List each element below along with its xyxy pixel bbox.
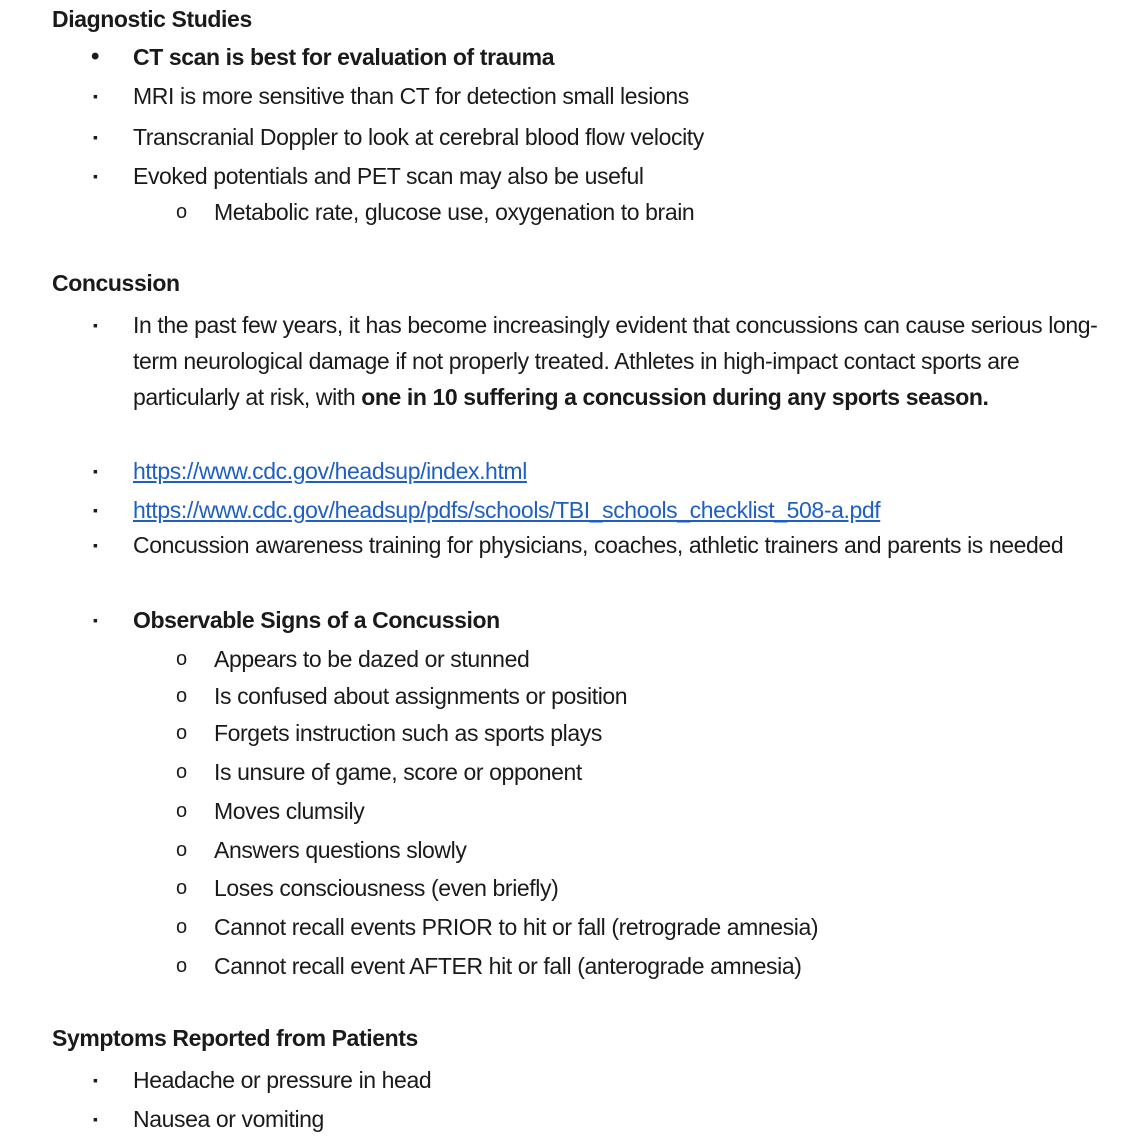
item-text: Observable Signs of a Concussion <box>133 607 500 633</box>
list-item <box>93 1062 1090 1098</box>
item-text: Answers questions slowly <box>214 837 467 863</box>
bold-text: one in 10 suffering a concussion during any sports season. <box>361 384 989 410</box>
item-text: Cannot recall event AFTER hit or fall (anterograde amnesia) <box>214 953 802 979</box>
bullet-icon: ▪ <box>93 1072 98 1088</box>
circle-bullet-icon: o <box>176 648 187 670</box>
list-item <box>93 492 1090 528</box>
item-text: Loses consciousness (even briefly) <box>214 875 559 901</box>
item-text: Headache or pressure in head <box>133 1067 432 1093</box>
list-item <box>93 602 1090 638</box>
sub-list-item <box>176 948 1090 984</box>
bullet-icon: • <box>91 43 100 70</box>
list-item <box>93 453 1090 489</box>
item-text: Transcranial Doppler to look at cerebral blood flow velocity <box>133 124 704 150</box>
sub-list-item <box>176 678 1090 714</box>
sub-list-item <box>176 793 1090 829</box>
item-text: Concussion awareness training for physicians, coaches, athletic trainers and parents is needed <box>133 532 1064 558</box>
circle-bullet-icon: o <box>176 800 187 822</box>
item-text: Evoked potentials and PET scan may also be useful <box>133 163 644 189</box>
item-text: Is unsure of game, score or opponent <box>214 759 582 785</box>
item-text: CT scan is best for evaluation of trauma <box>133 44 555 70</box>
sub-list-item <box>176 832 1090 868</box>
bullet-icon: ▪ <box>93 1111 98 1127</box>
list-item <box>93 529 1090 562</box>
item-text: In the past few years, it has become increasingly evident that concussions can cause serious long-term neurological damage if not properly treated. Athletes in high-impact contact sports are particularly at risk, with <box>133 312 1098 410</box>
item-text: Appears to be dazed or stunned <box>214 646 530 672</box>
sub-list-item <box>176 754 1090 790</box>
circle-bullet-icon: o <box>176 955 187 977</box>
bullet-icon: ▪ <box>93 502 98 518</box>
bullet-icon: ▪ <box>93 463 98 479</box>
circle-bullet-icon: o <box>176 201 187 223</box>
item-text: Nausea or vomiting <box>133 1106 324 1132</box>
cdc-checklist-link[interactable]: https://www.cdc.gov/headsup/pdfs/schools/TBI_schools_checklist_508-a.pdf <box>133 497 881 523</box>
bullet-icon: ▪ <box>93 88 98 104</box>
sub-list-item <box>176 194 1090 230</box>
bullet-icon: ▪ <box>93 537 98 553</box>
circle-bullet-icon: o <box>176 916 187 938</box>
list-item <box>93 158 1090 194</box>
item-text: MRI is more sensitive than CT for detection small lesions <box>133 83 689 109</box>
heading-concussion: Concussion <box>52 270 180 296</box>
circle-bullet-icon: o <box>176 761 187 783</box>
bullet-icon: ▪ <box>93 612 98 628</box>
list-item <box>93 78 1090 114</box>
bullet-icon: ▪ <box>93 129 98 145</box>
circle-bullet-icon: o <box>176 839 187 861</box>
sub-list-item <box>176 909 1090 945</box>
sub-list-item <box>176 715 1090 751</box>
item-text: Is confused about assignments or position <box>214 683 628 709</box>
circle-bullet-icon: o <box>176 722 187 744</box>
bullet-icon: ▪ <box>93 168 98 184</box>
heading-diagnostic-studies: Diagnostic Studies <box>52 6 252 32</box>
item-text: Forgets instruction such as sports plays <box>214 720 602 746</box>
circle-bullet-icon: o <box>176 685 187 707</box>
item-text: Metabolic rate, glucose use, oxygenation to brain <box>214 199 695 225</box>
list-item <box>93 1101 1090 1137</box>
heading-symptoms: Symptoms Reported from Patients <box>52 1025 418 1051</box>
sub-list-item <box>176 641 1090 677</box>
item-text: Moves clumsily <box>214 798 365 824</box>
bullet-icon: ▪ <box>93 317 98 333</box>
sub-list-item <box>176 870 1090 906</box>
list-item <box>93 119 1090 155</box>
cdc-headsup-link[interactable]: https://www.cdc.gov/headsup/index.html <box>133 458 527 484</box>
item-text: Cannot recall events PRIOR to hit or fall (retrograde amnesia) <box>214 914 819 940</box>
list-item <box>93 307 1100 415</box>
list-item <box>91 39 1090 75</box>
circle-bullet-icon: o <box>176 877 187 899</box>
